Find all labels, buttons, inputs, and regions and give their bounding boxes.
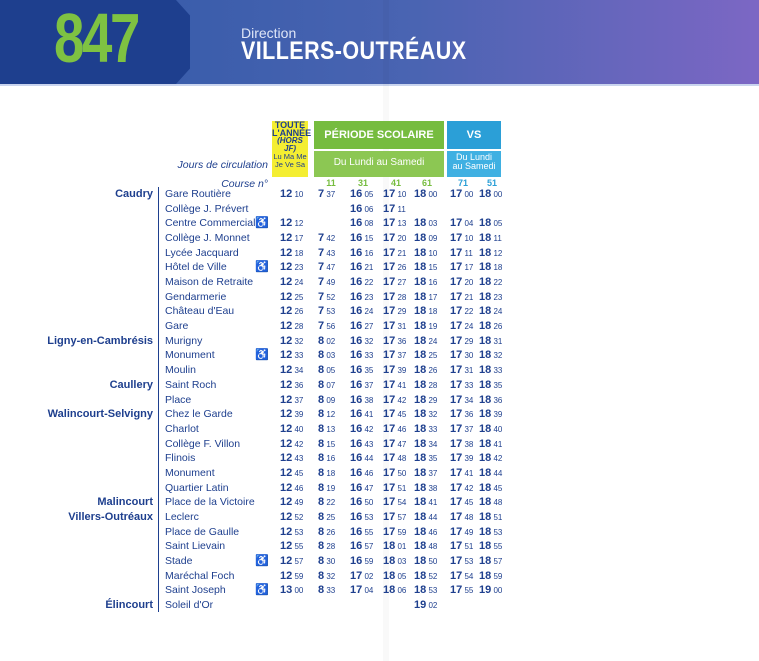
time-cell: 17 20: [383, 232, 407, 245]
time-cell: 12 33: [280, 349, 304, 362]
time-cell: 8 22: [318, 496, 336, 509]
time-cell: 17 31: [450, 364, 474, 377]
table-row: [0, 231, 759, 246]
time-cell: 17 00: [450, 188, 474, 200]
table-row: [0, 495, 759, 510]
time-cell: 8 28: [318, 540, 336, 553]
time-cell: 18 12: [479, 246, 503, 259]
time-cell: 8 32: [318, 569, 336, 582]
time-cell: 18 03: [383, 555, 407, 567]
time-cell: 17 37: [450, 422, 474, 435]
time-cell: 17 42: [383, 393, 407, 406]
table-row: [0, 378, 759, 393]
wheelchair-icon: ♿: [255, 261, 269, 274]
wheelchair-icon: ♿: [255, 217, 269, 230]
table-row: [0, 216, 759, 231]
time-cell: 7 53: [318, 305, 336, 318]
time-cell: 18 00: [414, 188, 438, 200]
time-cell: 18 41: [414, 496, 438, 509]
table-row: [0, 422, 759, 437]
time-cell: 18 45: [479, 481, 503, 494]
time-cell: 17 39: [450, 452, 474, 465]
time-cell: 17 47: [383, 437, 407, 450]
table-row: [0, 363, 759, 378]
time-cell: 8 18: [318, 466, 336, 479]
course-number: 41: [390, 178, 401, 188]
time-cell: 17 11: [383, 202, 406, 215]
stop-name: Saint Lievain: [165, 540, 226, 553]
time-cell: 18 50: [414, 555, 438, 567]
time-cell: 18 09: [414, 232, 438, 245]
time-cell: 8 09: [318, 393, 336, 406]
toute-days-line2: Je Ve Sa: [274, 160, 306, 169]
table-row: [0, 598, 759, 613]
time-cell: 18 15: [414, 261, 438, 274]
course-number: 61: [421, 178, 432, 188]
time-cell: 17 54: [383, 496, 407, 509]
direction-label: Direction: [241, 25, 297, 41]
periode-days: Du Lundi au Samedi: [333, 157, 425, 168]
time-cell: 16 43: [350, 437, 374, 450]
time-cell: 17 57: [383, 510, 407, 523]
time-cell: 18 40: [479, 422, 503, 435]
time-cell: 8 30: [318, 555, 336, 567]
table-row: [0, 334, 759, 349]
time-cell: 17 04: [450, 217, 474, 230]
city-name: Caudry: [115, 188, 153, 200]
stop-name: Chez le Garde: [165, 408, 233, 421]
time-cell: 17 42: [450, 481, 474, 494]
time-cell: 16 23: [350, 290, 374, 303]
stop-name: Leclerc: [165, 510, 199, 523]
time-cell: 7 37: [318, 188, 336, 200]
stop-name: Collège J. Monnet: [165, 232, 250, 245]
stop-name: Collège F. Villon: [165, 437, 241, 450]
time-cell: 17 10: [450, 232, 474, 245]
time-cell: 17 45: [383, 408, 407, 421]
time-cell: 18 16: [414, 276, 438, 289]
time-cell: 18 24: [414, 334, 438, 347]
time-cell: 12 42: [280, 437, 304, 450]
time-cell: 8 16: [318, 452, 336, 465]
city-name: Élincourt: [105, 599, 153, 612]
time-cell: 8 02: [318, 334, 336, 347]
time-cell: 16 16: [350, 246, 374, 259]
time-cell: 16 59: [350, 555, 374, 567]
time-cell: 18 26: [414, 364, 438, 377]
time-cell: 18 10: [414, 246, 438, 259]
time-cell: 8 25: [318, 510, 336, 523]
wheelchair-icon: ♿: [255, 555, 269, 567]
time-cell: 16 57: [350, 540, 374, 553]
table-row: [0, 539, 759, 554]
time-cell: 17 20: [450, 276, 474, 289]
time-cell: 12 32: [280, 334, 304, 347]
time-cell: 17 24: [450, 320, 474, 333]
periode-title: PÉRIODE SCOLAIRE: [324, 129, 434, 141]
time-cell: 18 29: [414, 393, 438, 406]
time-cell: 17 28: [383, 290, 407, 303]
time-cell: 18 46: [414, 525, 438, 538]
time-cell: 18 41: [479, 437, 503, 450]
table-row: [0, 187, 759, 202]
stop-name: Quartier Latin: [165, 481, 229, 494]
stop-name: Place: [165, 393, 192, 406]
time-cell: 18 36: [479, 393, 503, 406]
stop-name: Place de la Victoire: [165, 496, 255, 509]
table-row: [0, 275, 759, 290]
time-cell: 8 26: [318, 525, 336, 538]
time-cell: 7 43: [318, 246, 336, 259]
stop-name: Stade: [165, 555, 193, 567]
time-cell: 12 18: [280, 246, 304, 259]
time-cell: 16 06: [350, 202, 374, 215]
time-cell: 17 36: [450, 408, 474, 421]
time-cell: 18 05: [479, 217, 503, 230]
time-cell: 18 37: [414, 466, 438, 479]
time-cell: 18 06: [383, 584, 407, 597]
city-name: Ligny-en-Cambrésis: [47, 334, 153, 347]
time-cell: 17 41: [383, 378, 407, 391]
time-cell: 18 51: [479, 510, 503, 523]
time-cell: 18 18: [479, 261, 503, 274]
table-row: [0, 407, 759, 422]
time-cell: 17 33: [450, 378, 474, 391]
time-cell: 12 49: [280, 496, 304, 509]
course-number: 11: [326, 178, 336, 188]
time-cell: 12 43: [280, 452, 304, 465]
time-cell: 17 36: [383, 334, 407, 347]
time-cell: 8 12: [318, 408, 336, 421]
time-cell: 12 34: [280, 364, 304, 377]
time-cell: 12 59: [280, 569, 304, 582]
time-cell: 7 42: [318, 232, 336, 245]
stop-name: Collège J. Prévert: [165, 202, 249, 215]
city-name: Villers-Outréaux: [68, 510, 153, 523]
time-cell: 17 45: [450, 496, 474, 509]
table-row: [0, 319, 759, 334]
time-cell: 17 30: [450, 349, 474, 362]
time-cell: 17 26: [383, 261, 407, 274]
time-cell: 12 45: [280, 466, 304, 479]
time-cell: 13 00: [280, 584, 304, 597]
time-cell: 18 42: [479, 452, 503, 465]
toute-days-line1: Lu Ma Me: [273, 152, 307, 161]
toute-line2: L'ANNÉE: [272, 128, 312, 138]
time-cell: 17 38: [450, 437, 474, 450]
vs-title: VS: [466, 129, 482, 141]
time-cell: 17 59: [383, 525, 407, 538]
table-row: [0, 260, 759, 275]
time-cell: 17 29: [383, 305, 407, 318]
stop-name: Château d'Eau: [165, 305, 235, 318]
time-cell: 16 05: [350, 188, 374, 200]
jours-label: Jours de circulation: [177, 159, 268, 171]
time-cell: 18 53: [479, 525, 503, 538]
time-cell: 8 07: [318, 378, 336, 391]
time-cell: 18 44: [479, 466, 503, 479]
course-number: 51: [486, 178, 497, 188]
time-cell: 18 05: [383, 569, 407, 582]
time-cell: 18 53: [414, 584, 438, 597]
stop-name: Gare: [165, 320, 189, 333]
vs-days: [447, 153, 501, 171]
time-cell: 18 55: [479, 540, 503, 553]
time-cell: 12 25: [280, 290, 304, 303]
time-cell: 7 52: [318, 290, 336, 303]
time-cell: 18 35: [479, 378, 503, 391]
table-row: [0, 554, 759, 569]
time-cell: 12 28: [280, 320, 304, 333]
time-cell: 17 49: [450, 525, 474, 538]
time-cell: 12 24: [280, 276, 304, 289]
stop-name: Soleil d'Or: [165, 599, 214, 612]
time-cell: 12 37: [280, 393, 304, 406]
time-cell: 8 15: [318, 437, 336, 450]
toute-annee-label: [272, 120, 312, 153]
table-row: [0, 583, 759, 598]
time-cell: 18 25: [414, 349, 438, 362]
time-cell: 18 23: [479, 290, 503, 303]
time-cell: 12 46: [280, 481, 304, 494]
time-cell: 16 42: [350, 422, 374, 435]
toute-line3: (HORS JF): [277, 136, 303, 153]
destination-title: VILLERS-OUTRÉAUX: [241, 37, 467, 65]
time-cell: 18 24: [479, 305, 503, 318]
time-cell: 12 12: [280, 217, 304, 230]
table-row: [0, 304, 759, 319]
time-cell: 17 31: [383, 320, 407, 333]
time-cell: 18 57: [479, 555, 503, 567]
stop-name: Murigny: [165, 334, 203, 347]
time-cell: 17 46: [383, 422, 407, 435]
time-cell: 17 17: [450, 261, 474, 274]
time-cell: 17 11: [450, 246, 473, 259]
time-cell: 17 21: [383, 246, 407, 259]
course-number: 31: [357, 178, 368, 188]
toute-days: [272, 153, 308, 169]
time-cell: 18 03: [414, 217, 438, 230]
time-cell: 12 53: [280, 525, 304, 538]
city-name: Walincourt-Selvigny: [47, 408, 153, 421]
vs-days-line2: au Samedi: [452, 161, 496, 171]
time-cell: 18 35: [414, 452, 438, 465]
stop-name: Saint Joseph: [165, 584, 226, 597]
time-cell: 12 26: [280, 305, 304, 318]
time-cell: 12 52: [280, 510, 304, 523]
time-cell: 18 11: [479, 232, 502, 245]
time-cell: 16 41: [350, 408, 374, 421]
stop-name: Charlot: [165, 422, 199, 435]
time-cell: 18 32: [414, 408, 438, 421]
time-cell: 12 36: [280, 378, 304, 391]
time-cell: 16 15: [350, 232, 374, 245]
stop-name: Monument: [165, 466, 215, 479]
time-cell: 18 18: [414, 305, 438, 318]
time-cell: 12 17: [280, 232, 304, 245]
wheelchair-icon: ♿: [255, 349, 269, 362]
time-cell: 12 55: [280, 540, 304, 553]
time-cell: 18 52: [414, 569, 438, 582]
time-cell: 16 37: [350, 378, 374, 391]
time-cell: 12 57: [280, 555, 304, 567]
stop-name: Monument: [165, 349, 215, 362]
time-cell: 17 02: [350, 569, 374, 582]
time-cell: 18 48: [414, 540, 438, 553]
stop-name: Flinois: [165, 452, 196, 465]
table-row: [0, 451, 759, 466]
time-cell: 18 26: [479, 320, 503, 333]
time-cell: 12 23: [280, 261, 304, 274]
time-cell: 17 34: [450, 393, 474, 406]
time-cell: 18 22: [479, 276, 503, 289]
time-cell: 18 39: [479, 408, 503, 421]
time-cell: 8 05: [318, 364, 336, 377]
table-row: [0, 246, 759, 261]
stop-name: Gare Routière: [165, 188, 231, 200]
time-cell: 16 44: [350, 452, 374, 465]
toute-line1: TOUTE: [274, 120, 306, 130]
time-cell: 18 17: [414, 290, 438, 303]
vs-days-line1: Du Lundi: [455, 152, 493, 162]
time-cell: 18 33: [479, 364, 503, 377]
header-divider: [0, 84, 759, 86]
time-cell: 17 51: [383, 481, 407, 494]
time-cell: 17 53: [450, 555, 474, 567]
stop-name: Maréchal Foch: [165, 569, 235, 582]
stop-name: Centre Commercial: [165, 217, 256, 230]
time-cell: 16 50: [350, 496, 374, 509]
time-cell: 8 03: [318, 349, 336, 362]
course-label: Course n°: [221, 178, 268, 190]
route-number: 847: [54, 0, 139, 77]
time-cell: 17 39: [383, 364, 407, 377]
time-cell: 8 33: [318, 584, 336, 597]
time-cell: 17 13: [383, 217, 407, 230]
table-row: [0, 481, 759, 496]
time-cell: 18 44: [414, 510, 438, 523]
table-row: [0, 437, 759, 452]
time-cell: 18 34: [414, 437, 438, 450]
time-cell: 16 22: [350, 276, 374, 289]
time-cell: 17 51: [450, 540, 474, 553]
time-cell: 12 10: [280, 188, 304, 200]
time-cell: 8 19: [318, 481, 336, 494]
time-cell: 16 32: [350, 334, 374, 347]
time-cell: 16 33: [350, 349, 374, 362]
time-cell: 16 55: [350, 525, 374, 538]
time-cell: 18 28: [414, 378, 438, 391]
time-cell: 16 21: [350, 261, 374, 274]
time-cell: 17 50: [383, 466, 407, 479]
table-row: [0, 510, 759, 525]
time-cell: 18 59: [479, 569, 503, 582]
time-cell: 16 35: [350, 364, 374, 377]
time-cell: 18 01: [383, 540, 407, 553]
time-cell: 7 47: [318, 261, 336, 274]
time-cell: 17 27: [383, 276, 407, 289]
stop-name: Saint Roch: [165, 378, 217, 391]
table-row: [0, 466, 759, 481]
time-cell: 18 33: [414, 422, 438, 435]
table-row: [0, 202, 759, 217]
stop-name: Maison de Retraite: [165, 276, 254, 289]
time-cell: 17 10: [383, 188, 407, 200]
time-cell: 19 02: [414, 599, 438, 612]
stop-name: Place de Gaulle: [165, 525, 240, 538]
table-row: [0, 290, 759, 305]
course-number: 71: [457, 178, 468, 188]
time-cell: 16 08: [350, 217, 374, 230]
time-cell: 16 47: [350, 481, 374, 494]
time-cell: 16 27: [350, 320, 374, 333]
time-cell: 17 48: [450, 510, 474, 523]
time-cell: 17 37: [383, 349, 407, 362]
time-cell: 18 38: [414, 481, 438, 494]
time-cell: 16 46: [350, 466, 374, 479]
time-cell: 17 22: [450, 305, 474, 318]
time-cell: 7 56: [318, 320, 336, 333]
time-cell: 18 32: [479, 349, 503, 362]
time-cell: 7 49: [318, 276, 336, 289]
time-cell: 17 29: [450, 334, 474, 347]
time-cell: 17 21: [450, 290, 474, 303]
time-cell: 16 24: [350, 305, 374, 318]
stop-name: Lycée Jacquard: [165, 246, 239, 259]
time-cell: 18 19: [414, 320, 438, 333]
time-cell: 12 40: [280, 422, 304, 435]
time-cell: 16 53: [350, 510, 374, 523]
time-cell: 18 00: [479, 188, 503, 200]
time-cell: 8 13: [318, 422, 336, 435]
table-row: [0, 569, 759, 584]
stop-name: Gendarmerie: [165, 290, 227, 303]
time-cell: 12 39: [280, 408, 304, 421]
time-cell: 16 38: [350, 393, 374, 406]
city-name: Malincourt: [97, 496, 153, 509]
city-name: Caullery: [109, 378, 153, 391]
time-cell: 17 54: [450, 569, 474, 582]
time-cell: 19 00: [479, 584, 503, 597]
wheelchair-icon: ♿: [255, 584, 269, 597]
time-cell: 17 55: [450, 584, 474, 597]
time-cell: 17 41: [450, 466, 474, 479]
time-cell: 17 48: [383, 452, 407, 465]
table-row: [0, 348, 759, 363]
table-row: [0, 525, 759, 540]
time-cell: 18 31: [479, 334, 503, 347]
table-row: [0, 393, 759, 408]
stop-name: Hôtel de Ville: [165, 261, 227, 274]
time-cell: 18 48: [479, 496, 503, 509]
time-cell: 17 04: [350, 584, 374, 597]
stop-name: Moulin: [165, 364, 196, 377]
